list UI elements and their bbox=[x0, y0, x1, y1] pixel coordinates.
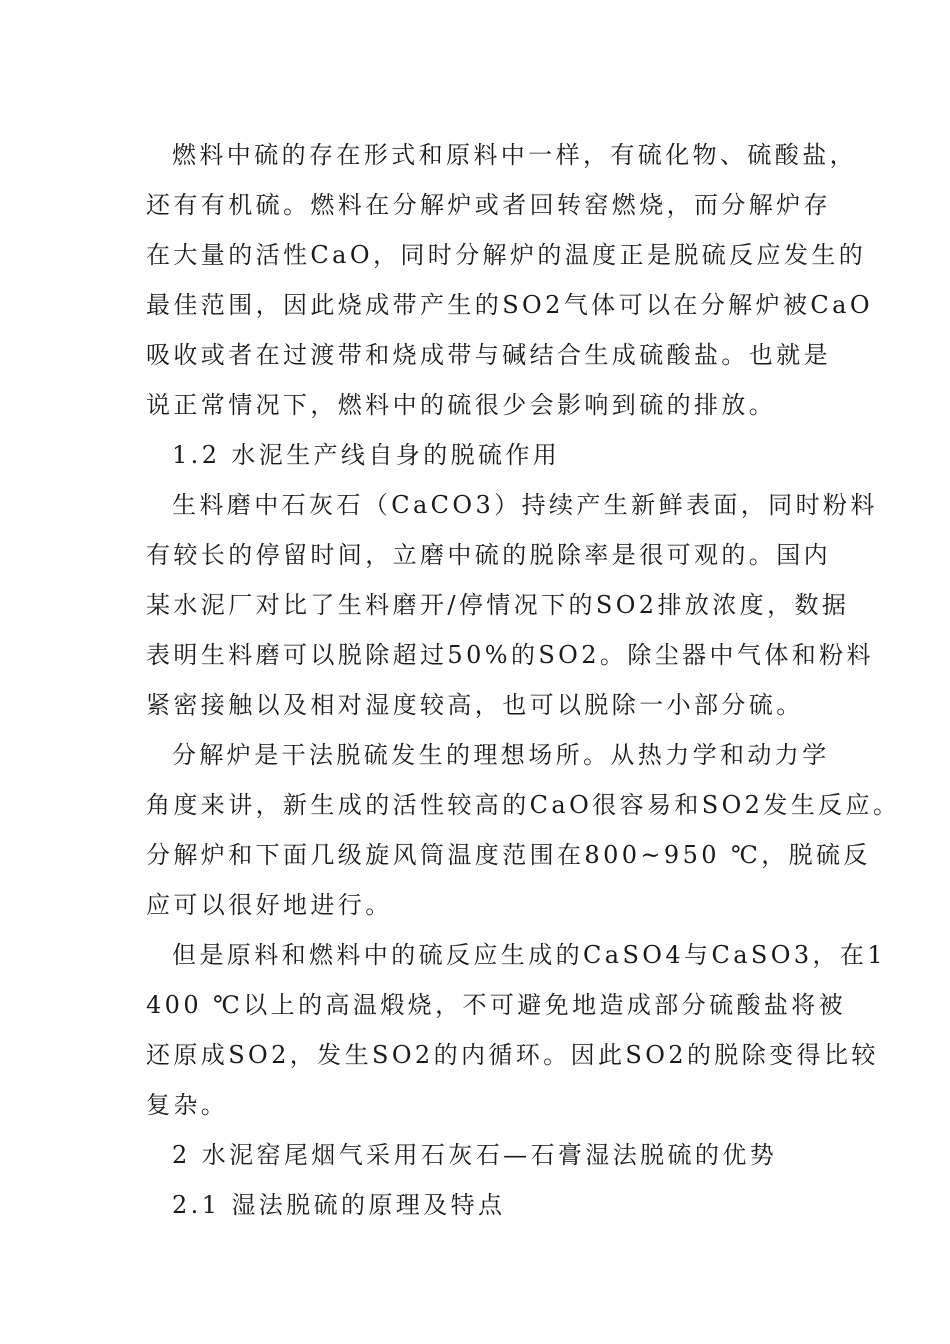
paragraph-line: 复杂。 bbox=[146, 1091, 229, 1119]
paragraph-line: 还原成SO2，发生SO2的内循环。因此SO2的脱除变得比较 bbox=[146, 1041, 879, 1069]
paragraph-line: 但是原料和燃料中的硫反应生成的CaSO4与CaSO3，在1 bbox=[172, 941, 886, 969]
section-heading: 2 水泥窑尾烟气采用石灰石—石膏湿法脱硫的优势 bbox=[172, 1141, 778, 1169]
paragraph-line: 分解炉和下面几级旋风筒温度范围在800~950 ℃，脱硫反 bbox=[146, 841, 871, 869]
paragraph-line: 说正常情况下，燃料中的硫很少会影响到硫的排放。 bbox=[146, 391, 777, 419]
paragraph-line: 分解炉是干法脱硫发生的理想场所。从热力学和动力学 bbox=[172, 741, 830, 769]
subsection-heading: 2.1 湿法脱硫的原理及特点 bbox=[172, 1191, 506, 1219]
paragraph-line: 某水泥厂对比了生料磨开/停情况下的SO2排放浓度，数据 bbox=[146, 591, 850, 619]
paragraph-line: 有较长的停留时间，立磨中硫的脱除率是很可观的。国内 bbox=[146, 541, 831, 569]
paragraph-line: 400 ℃以上的高温煅烧，不可避免地造成部分硫酸盐将被 bbox=[146, 991, 847, 1019]
paragraph-line: 吸收或者在过渡带和烧成带与碱结合生成硫酸盐。也就是 bbox=[146, 341, 831, 369]
paragraph-line: 在大量的活性CaO，同时分解炉的温度正是脱硫反应发生的 bbox=[146, 241, 867, 269]
paragraph-line: 应可以很好地进行。 bbox=[146, 891, 393, 919]
section-heading: 1.2 水泥生产线自身的脱硫作用 bbox=[172, 441, 561, 469]
paragraph-line: 生料磨中石灰石（CaCO3）持续产生新鲜表面，同时粉料 bbox=[172, 491, 878, 519]
paragraph-line: 最佳范围，因此烧成带产生的SO2气体可以在分解炉被CaO bbox=[146, 291, 873, 319]
paragraph-line: 还有有机硫。燃料在分解炉或者回转窑燃烧，而分解炉存 bbox=[146, 191, 831, 219]
paragraph-line: 紧密接触以及相对湿度较高，也可以脱除一小部分硫。 bbox=[146, 691, 804, 719]
paragraph-line: 燃料中硫的存在形式和原料中一样，有硫化物、硫酸盐， bbox=[172, 141, 857, 169]
document-body bbox=[146, 130, 901, 1230]
paragraph-line: 表明生料磨可以脱除超过50%的SO2。除尘器中气体和粉料 bbox=[146, 641, 874, 669]
paragraph-line: 角度来讲，新生成的活性较高的CaO很容易和SO2发生反应。 bbox=[146, 791, 901, 819]
